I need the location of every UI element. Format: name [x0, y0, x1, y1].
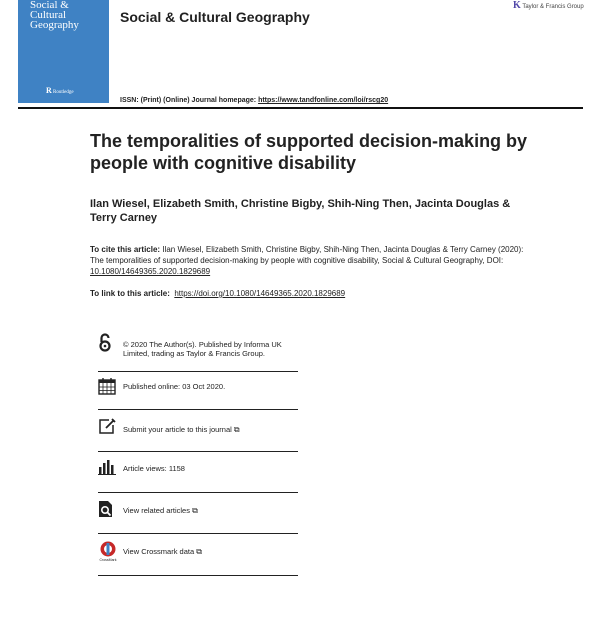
article-views-text: Article views: 1158	[123, 464, 185, 473]
article-link	[90, 289, 345, 298]
open-access-icon	[98, 333, 112, 353]
article-views-item	[98, 459, 298, 479]
related-articles-icon	[98, 500, 114, 518]
panel-divider	[98, 409, 298, 410]
header-divider	[18, 107, 583, 109]
routledge-logo-icon: R	[46, 86, 52, 95]
cover-publisher: R Routledge	[46, 86, 74, 95]
article-authors: Ilan Wiesel, Elizabeth Smith, Christine Bigby, Shih-Ning Then, Jacinta Douglas & Terry Carney	[90, 198, 511, 224]
external-link-icon: ⧉	[233, 425, 240, 434]
published-item	[98, 377, 298, 397]
journal-cover	[18, 0, 109, 103]
journal-title: Social & Cultural Geography	[120, 9, 310, 25]
crossmark-logo-text: CrossMark	[99, 558, 117, 562]
related-articles-link[interactable]: View related articles ⧉	[123, 506, 198, 515]
copyright-item	[98, 333, 298, 373]
article-title: The temporalities of supported decision-making by people with cognitive disability	[90, 131, 528, 173]
issn-line: ISSN: (Print) (Online) Journal homepage: https://www.tandfonline.com/loi/rscg20	[120, 97, 389, 104]
cover-title: Social & Cultural Geography	[30, 0, 79, 31]
panel-divider	[98, 575, 298, 576]
article-url-link[interactable]: https://doi.org/10.1080/14649365.2020.1829689	[174, 289, 346, 298]
external-link-icon: ⧉	[192, 506, 198, 515]
crossmark-link[interactable]: View Crossmark data ⧉	[123, 547, 202, 556]
tf-logo-icon: K	[513, 0, 521, 11]
copyright-text: © 2020 The Author(s). Published by Informa UK Limited, trading as Taylor & Francis Group.	[123, 340, 282, 358]
citation	[90, 244, 530, 277]
cite-label: To cite this article:	[90, 245, 161, 254]
bar-chart-icon	[98, 459, 116, 475]
link-label: To link to this article:	[90, 289, 170, 298]
panel-divider	[98, 451, 298, 452]
crossmark-item[interactable]	[98, 540, 298, 564]
cite-text: Ilan Wiesel, Elizabeth Smith, Christine Bigby, Shih-Ning Then, Jacinta Douglas & Terry Carney (2020): The temporalities of supported decision-making by people with cognitive disability, Social & Cultural Geography, DOI:	[90, 245, 524, 265]
external-link-icon: ⧉	[196, 547, 202, 556]
panel-divider	[98, 371, 298, 372]
submit-article-item[interactable]	[98, 417, 298, 437]
journal-homepage-link[interactable]: https://www.tandfonline.com/loi/rscg20	[258, 97, 389, 104]
edit-icon	[98, 417, 116, 435]
submit-article-link[interactable]: Submit your article to this journal ⧉	[123, 425, 240, 434]
panel-divider	[98, 533, 298, 534]
published-text: Published online: 03 Oct 2020.	[123, 382, 226, 391]
related-articles-item[interactable]	[98, 500, 298, 520]
doi-link[interactable]: 10.1080/14649365.2020.1829689	[90, 267, 211, 276]
panel-divider	[98, 492, 298, 493]
calendar-icon	[98, 377, 116, 395]
taylor-francis-logo: K Taylor & Francis Group	[513, 0, 584, 11]
